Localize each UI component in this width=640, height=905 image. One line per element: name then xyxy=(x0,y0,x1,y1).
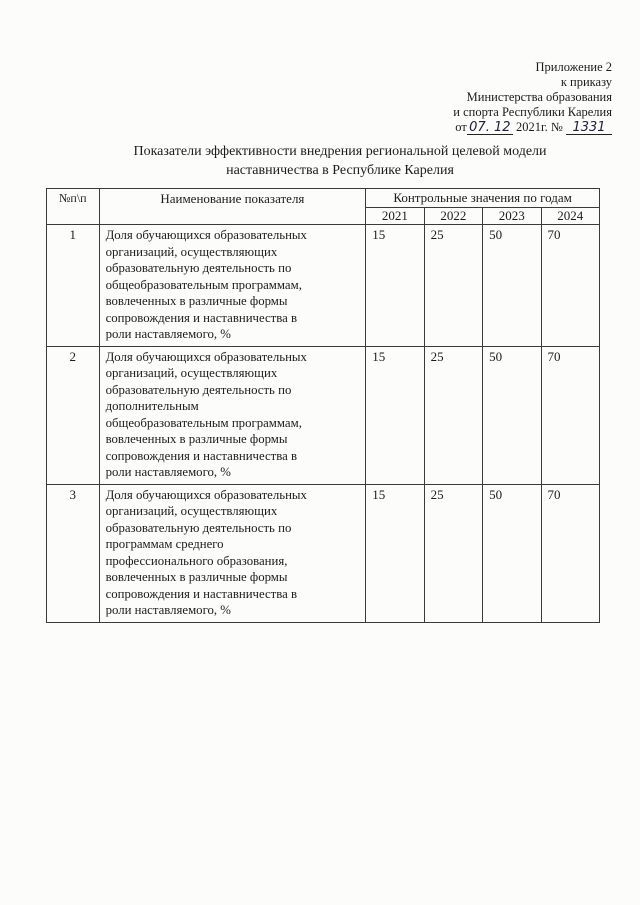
value-cell: 70 xyxy=(541,346,599,484)
row-index: 1 xyxy=(47,225,100,347)
name-line: общеобразовательным программам, xyxy=(105,277,302,292)
appendix-line: Приложение 2 xyxy=(535,60,612,74)
name-line: общеобразовательным программам, xyxy=(105,415,302,430)
name-line: вовлеченных в различные формы xyxy=(105,294,288,308)
name-line: роли наставляемого, % xyxy=(105,603,231,617)
value-cell: 15 xyxy=(366,484,424,622)
value-cell: 70 xyxy=(541,225,599,347)
name-line: организаций, осуществляющих xyxy=(105,244,278,259)
table-header-row xyxy=(47,189,600,208)
row-index: 2 xyxy=(47,346,100,484)
indicator-name xyxy=(99,225,366,347)
name-line: Доля обучающихся образовательных xyxy=(105,349,307,364)
appendix-line: Министерства образования xyxy=(466,90,612,104)
date-prefix: от xyxy=(455,120,467,134)
document-title xyxy=(120,142,560,180)
name-line: сопровождения и наставничества в xyxy=(105,310,298,325)
header-year: 2021 xyxy=(366,208,424,225)
table-row xyxy=(47,346,600,484)
title-line: Показатели эффективности внедрения региональной целевой модели xyxy=(133,144,547,159)
title-line: наставничества в Республике Карелия xyxy=(226,163,454,178)
name-line: дополнительным xyxy=(105,399,199,413)
indicator-name xyxy=(99,484,366,622)
name-line: Доля обучающихся образовательных xyxy=(105,487,307,502)
name-line: профессионального образования, xyxy=(105,553,288,568)
header-year: 2023 xyxy=(483,208,541,225)
handwritten-date: 07. 12 xyxy=(467,121,513,135)
value-cell: 25 xyxy=(424,225,482,347)
header-year: 2024 xyxy=(541,208,599,225)
value-cell: 25 xyxy=(424,346,482,484)
indicators-table xyxy=(46,188,600,623)
name-line: роли наставляемого, % xyxy=(105,327,231,341)
header-indicator-name: Наименование показателя xyxy=(99,189,366,225)
name-line: Доля обучающихся образовательных xyxy=(105,228,307,242)
header-control-values: Контрольные значения по годам xyxy=(366,189,600,208)
value-cell: 25 xyxy=(424,484,482,622)
name-line: роли наставляемого, % xyxy=(105,465,231,479)
name-line: образовательную деятельность по xyxy=(105,261,292,275)
appendix-block xyxy=(453,60,612,135)
table-row xyxy=(47,484,600,622)
name-line: организаций, осуществляющих xyxy=(105,366,278,380)
appendix-line: и спорта Республики Карелия xyxy=(453,105,612,119)
name-line: образовательную деятельность по xyxy=(105,520,292,535)
header-number: №п\п xyxy=(47,189,100,225)
appendix-line: к приказу xyxy=(560,75,612,89)
handwritten-order-number: 1331 xyxy=(566,121,612,135)
value-cell: 15 xyxy=(366,225,424,347)
value-cell: 50 xyxy=(483,346,541,484)
value-cell: 70 xyxy=(541,484,599,622)
table-row xyxy=(47,225,600,347)
value-cell: 50 xyxy=(483,225,541,347)
name-line: сопровождения и наставничества в xyxy=(105,586,298,601)
name-line: образовательную деятельность по xyxy=(105,382,292,397)
indicator-name xyxy=(99,346,366,484)
order-date-number-line xyxy=(453,120,612,135)
name-line: вовлеченных в различные формы xyxy=(105,432,288,446)
name-line: программам среднего xyxy=(105,537,224,551)
header-year: 2022 xyxy=(424,208,482,225)
name-line: вовлеченных в различные формы xyxy=(105,570,288,584)
value-cell: 15 xyxy=(366,346,424,484)
name-line: сопровождения и наставничества в xyxy=(105,448,298,463)
value-cell: 50 xyxy=(483,484,541,622)
name-line: организаций, осуществляющих xyxy=(105,504,278,518)
year-text: 2021г. № xyxy=(515,120,563,134)
row-index: 3 xyxy=(47,484,100,622)
